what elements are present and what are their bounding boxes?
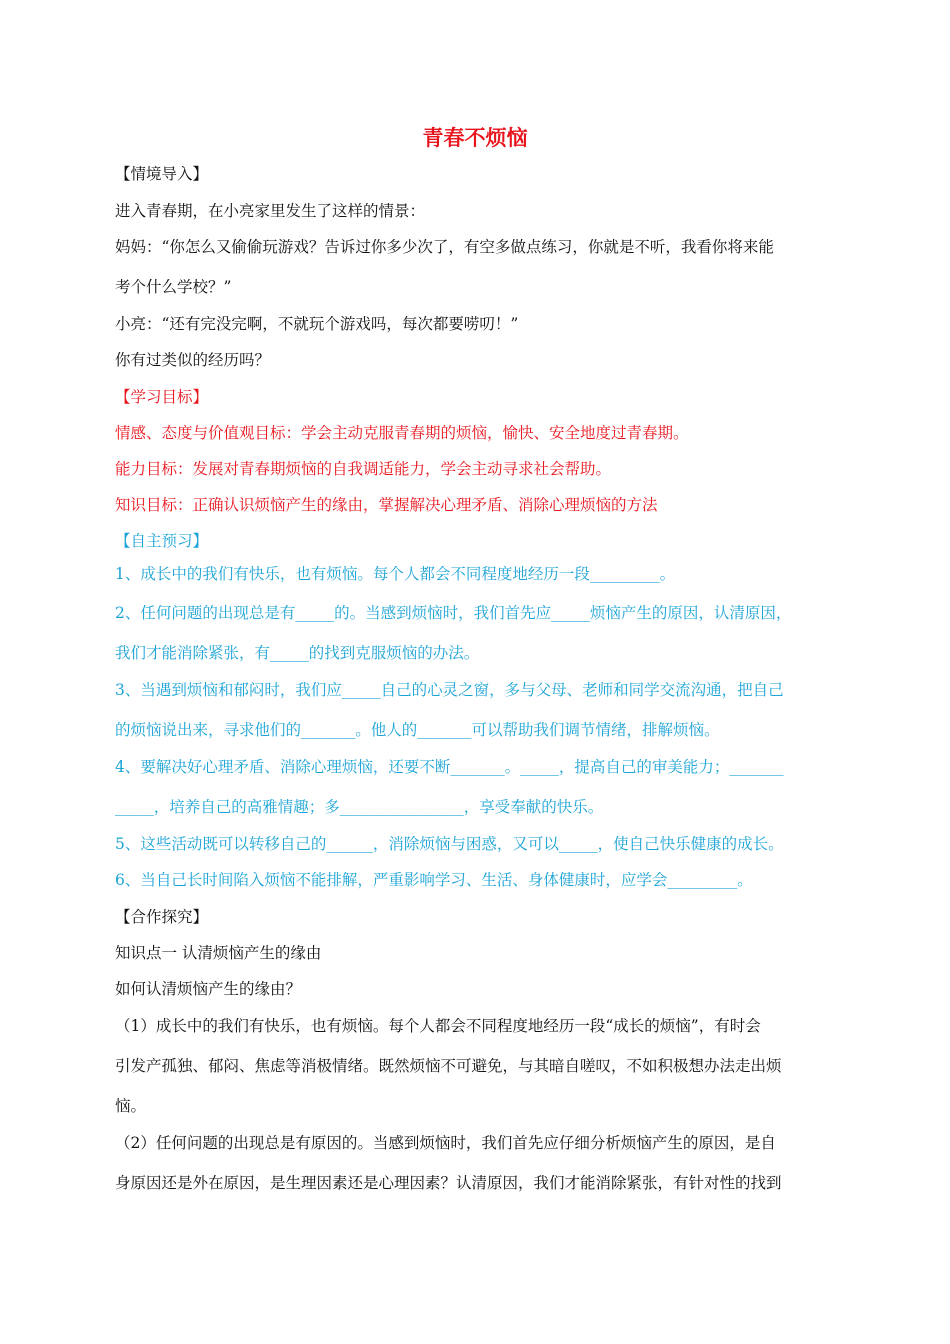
section-header-goals: 【学习目标】	[115, 388, 209, 406]
preview-line: _____，培养自己的高雅情趣；多________________，享受奉献的快乐。	[115, 798, 604, 816]
explore-line: （1）成长中的我们有快乐，也有烦恼。每个人都会不同程度地经历一段“成长的烦恼”，有时会	[115, 1017, 761, 1035]
explore-line: 如何认清烦恼产生的缘由？	[115, 980, 302, 998]
goal-line: 知识目标：正确认识烦恼产生的缘由，掌握解决心理矛盾、消除心理烦恼的方法	[115, 496, 658, 514]
explore-line: 身原因还是外在原因，是生理因素还是心理因素？认清原因，我们才能消除紧张，有针对性的找到	[115, 1174, 782, 1192]
preview-line: 1、成长中的我们有快乐，也有烦恼。每个人都会不同程度地经历一段_________。	[115, 565, 676, 583]
section-header-preview: 【自主预习】	[115, 532, 209, 550]
intro-line: 妈妈：“你怎么又偷偷玩游戏？告诉过你多少次了，有空多做点练习，你就是不听，我看你将来能	[115, 238, 774, 256]
section-header-explore: 【合作探究】	[115, 908, 209, 926]
explore-line: 引发产孤独、郁闷、焦虑等消极情绪。既然烦恼不可避免，与其暗自嗟叹，不如积极想办法走出烦	[115, 1057, 782, 1075]
explore-line: （2）任何问题的出现总是有原因的。当感到烦恼时，我们首先应仔细分析烦恼产生的原因，是自	[115, 1134, 776, 1152]
goal-line: 能力目标：发展对青春期烦恼的自我调适能力，学会主动寻求社会帮助。	[115, 460, 612, 478]
intro-line: 考个什么学校？”	[115, 278, 232, 296]
explore-line: 恼。	[115, 1097, 147, 1115]
goal-line: 情感、态度与价值观目标：学会主动克服青春期的烦恼，愉快、安全地度过青春期。	[115, 424, 689, 442]
preview-line: 的烦恼说出来，寻求他们的_______。他人的_______可以帮助我们调节情绪，排解烦恼。	[115, 721, 720, 739]
preview-line: 2、任何问题的出现总是有_____的。当感到烦恼时，我们首先应_____烦恼产生的原因，认清原因，	[115, 604, 792, 622]
explore-line: 知识点一 认清烦恼产生的缘由	[115, 944, 322, 962]
intro-line: 进入青春期，在小亮家里发生了这样的情景：	[115, 202, 426, 220]
document-title: 青春不烦恼	[422, 125, 528, 150]
preview-line: 3、当遇到烦恼和郁闷时，我们应_____自己的心灵之窗，多与父母、老师和同学交流沟通，把自己	[115, 681, 784, 699]
preview-line: 6、当自己长时间陷入烦恼不能排解，严重影响学习、生活、身体健康时，应学会_________。	[115, 871, 753, 889]
preview-line: 4、要解决好心理矛盾、消除心理烦恼，还要不断_______。_____，提高自己的审美能力；_______	[115, 758, 784, 776]
intro-line: 你有过类似的经历吗？	[115, 351, 271, 369]
intro-line: 小亮：“还有完没完啊，不就玩个游戏吗，每次都要唠叨！”	[115, 315, 519, 333]
section-header-intro: 【情境导入】	[115, 165, 209, 183]
preview-line: 5、这些活动既可以转移自己的______，消除烦恼与困惑，又可以_____，使自己快乐健康的成长。	[115, 835, 784, 853]
preview-line: 我们才能消除紧张，有_____的找到克服烦恼的办法。	[115, 644, 480, 662]
